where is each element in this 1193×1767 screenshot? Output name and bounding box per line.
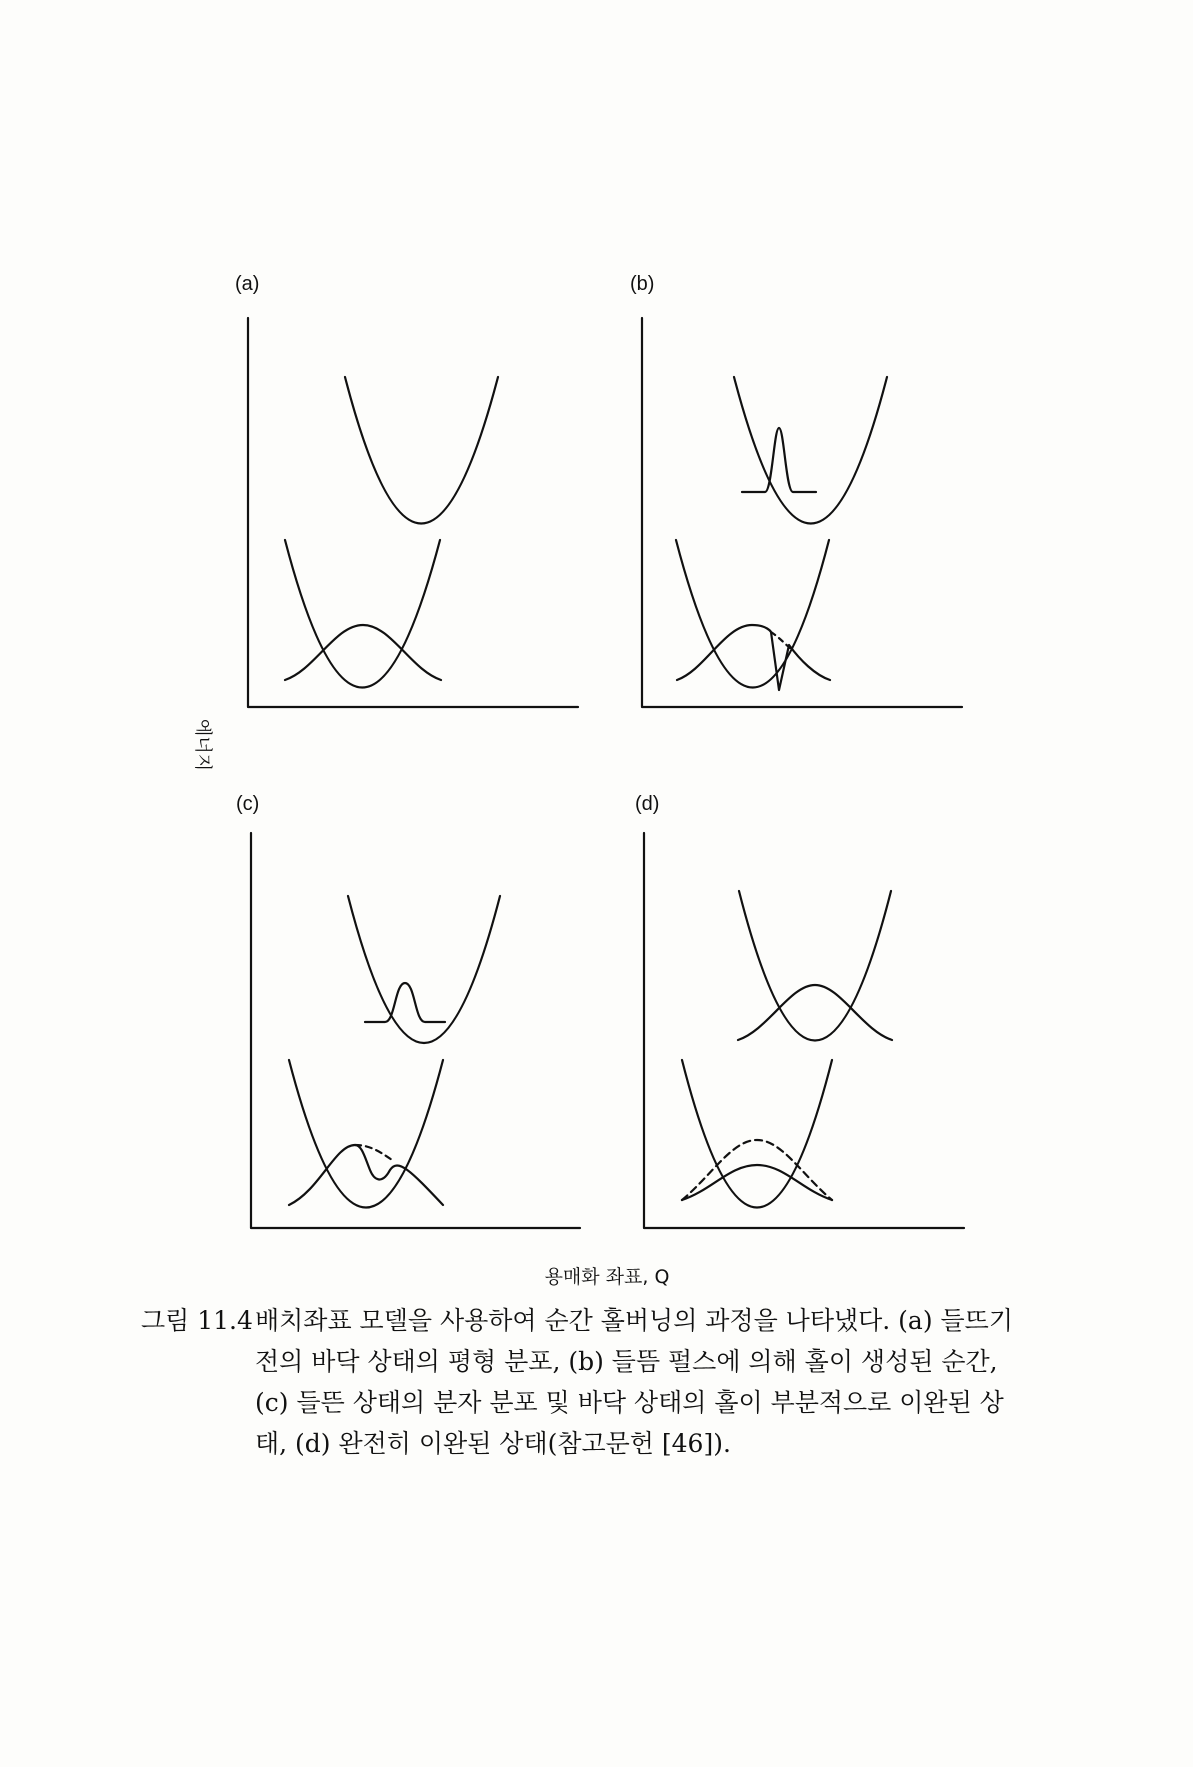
- panel-c-ground-distribution-partial-hole: [289, 1145, 443, 1205]
- panel-d-label: (d): [635, 793, 660, 815]
- panel-d-ground-state-curve: [682, 1060, 832, 1208]
- panel-d-original-distribution-dashed: [682, 1140, 832, 1200]
- panel-d: [635, 793, 964, 1228]
- caption-line: 전의 바닥 상태의 평형 분포, (b) 들뜸 펄스에 의해 홀이 생성된 순간,: [255, 1347, 998, 1376]
- panel-b-excited-state-curve: [734, 377, 887, 524]
- caption-line: (c) 들뜬 상태의 분자 분포 및 바닥 상태의 홀이 부분적으로 이완된 상: [255, 1388, 1004, 1417]
- panel-b-ground-distribution-with-hole: [677, 625, 830, 690]
- panel-a-axes: [248, 318, 578, 707]
- panel-c: [236, 793, 580, 1228]
- caption-line: 태, (d) 완전히 이완된 상태(참고문헌 [46]).: [255, 1429, 731, 1458]
- panel-a-label: (a): [235, 273, 260, 295]
- panel-c-axes: [251, 833, 580, 1228]
- y-axis-label: 에너지: [192, 718, 213, 772]
- x-axis-label: 용매화 좌표, Q: [544, 1266, 670, 1288]
- panel-d-excited-distribution: [738, 985, 892, 1040]
- panel-b-axes: [642, 318, 962, 707]
- panel-a: [235, 273, 578, 707]
- panel-d-excited-state-curve: [739, 891, 891, 1041]
- caption-figure-number: 그림 11.4: [141, 1306, 253, 1335]
- caption-line: 배치좌표 모델을 사용하여 순간 홀버닝의 과정을 나타냈다. (a) 들뜨기: [255, 1306, 1013, 1335]
- panel-a-excited-state-curve: [345, 377, 498, 524]
- panel-d-relaxed-ground-distribution: [682, 1165, 832, 1200]
- panel-c-label: (c): [236, 793, 260, 815]
- panel-d-axes: [644, 833, 964, 1228]
- panel-b: [630, 273, 962, 707]
- panel-a-ground-distribution: [285, 625, 441, 680]
- panel-b-label: (b): [630, 273, 655, 295]
